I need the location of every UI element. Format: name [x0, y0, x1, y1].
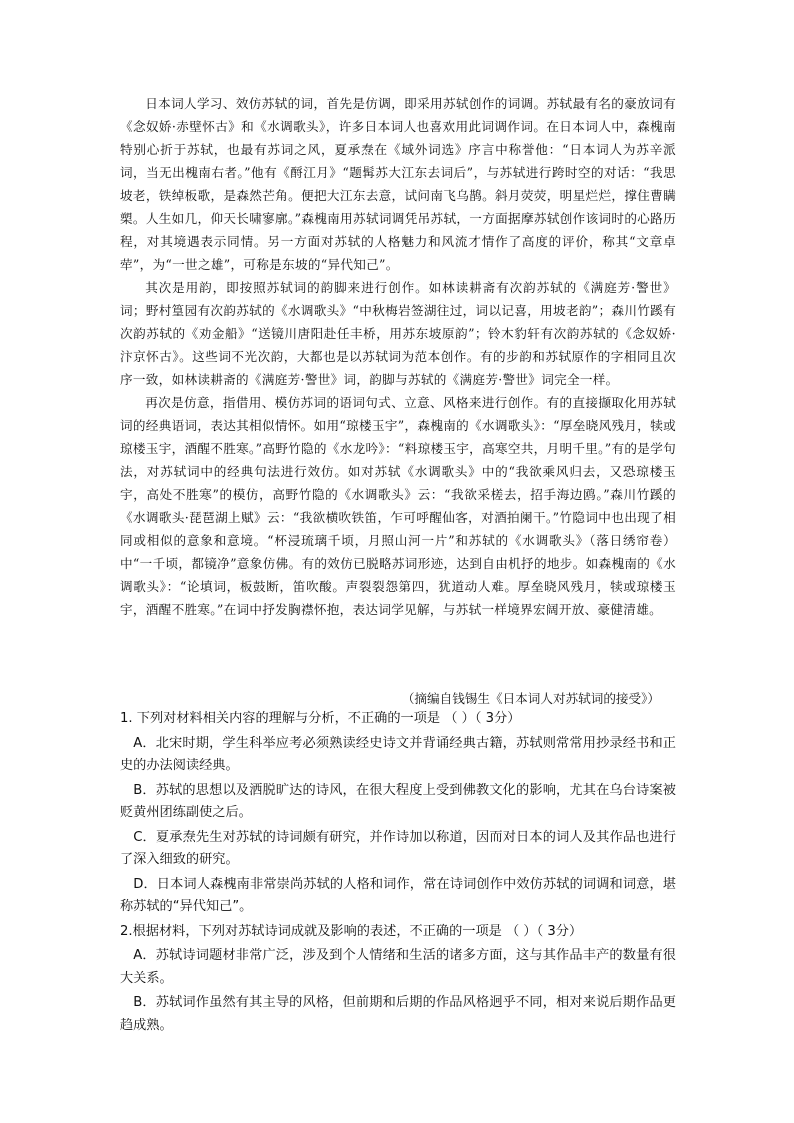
option-c: C．夏承焘先生对苏轼的诗词颇有研究，并作诗加以称道，因而对日本的词人及其作品也进行了深入细致的研究。	[120, 829, 676, 867]
passage-paragraph-1: 日本词人学习、效仿苏轼的词，首先是仿调，即采用苏轼创作的词调。苏轼最有名的豪放词有《念奴娇·赤壁怀古》和《水调歌头》，许多日本词人也喜欢用此词调作词。在日本词人中，森槐南特别心折于苏轼，也最有苏词之风，夏承焘在《域外词选》序言中称誉他：“日本词人为苏辛派词，当无出槐南右者。”他有《酹江月》“题髯苏大江东去词后”，与苏轼进行跨时空的对话：“我思坡老，铁绰板歌，是森然芒角。便把大江东去意，试问南飞乌鹊。斜月荧荧，明星烂烂，撑住曹瞒槊。人生如几，仰天长啸寥廓。”森槐南用苏轼词调凭吊苏轼，一方面据摩苏轼创作该词时的心路历程，对其境遇表示同情。另一方面对苏轼的人格魅力和风流才情作了高度的评价，称其“文章卓荦”，为“一世之雄”，可称是东坡的“异代知己”。	[120, 96, 676, 272]
option-b: B．苏轼的思想以及洒脱旷达的诗风，在很大程度上受到佛教文化的影响，尤其在乌台诗案被贬黄州团练副使之后。	[120, 782, 676, 820]
question-1	[120, 708, 676, 919]
passage-paragraph-3: 再次是仿意，指借用、模仿苏词的语词句式、立意、风格来进行创作。有的直接撷取化用苏轼词的经典语词，表达其相似情怀。如用“琼楼玉宇”，森槐南的《水调歌头》：“厚垒晓风残月，犊或琼楼玉宇，酒醒不胜寒。”高野竹隐的《水龙吟》：“料琼楼玉宇，高寒空共，月明千里。”有的是学句法，对苏轼词中的经典句法进行效仿。如对苏轼《水调歌头》中的“我欲乘风归去，又恐琼楼玉宇，高处不胜寒”的模仿，高野竹隐的《水调歌头》云：“我欲采槎去，招手海边鸥。”森川竹蹊的《水调歌头·琵琶湖上赋》云：“我欲横吹铁笛，乍可呼醒仙客，对酒拍阑干。”竹隐词中也出现了相同或相似的意象和意境。“杯浸琉璃千顷，月照山河一片”和苏轼的《水调歌头》（落日绣帘卷）中“一千顷，都镜净”意象仿佛。有的效仿已脱略苏词形迹，达到自由机抒的地步。如森槐南的《水调歌头》：“论填词，板鼓断，笛吹酸。声裂裂怨第四，犹道动人难。厚垒晓风残月，犊或琼楼玉宇，酒醒不胜寒。”在词中抒发胸襟怀抱，表达词学见解，与苏轼一样境界宏阔开放、豪健清雄。	[120, 395, 676, 617]
question-stem: 2.根据材料，下列对苏轼诗词成就及影响的表述，不正确的一项是 （ ）（ 3分）	[120, 923, 583, 939]
passage-source: （摘编自钱锡生《日本词人对苏轼词的接受》）	[401, 691, 660, 706]
passage-paragraph-2: 其次是用韵，即按照苏轼词的韵脚来进行创作。如林读耕斋有次韵苏轼的《满庭芳·警世》词；野村篁园有次韵苏轼的《水调歌头》“中秋梅岩签湖往过，词以记喜，用坡老韵”；森川竹蹊有次韵苏轼的《劝金船》“送镜川唐阳赴任丰桥，用苏东坡原韵”；铃木豹轩有次韵苏轼的《念奴娇·汴京怀古》。这些词不光次韵，大都也是以苏轼词为范本创作。有的步韵和苏轼原作的字相同且次序一致，如林读耕斋的《满庭芳·警世》词，韵脚与苏轼的《满庭芳·警世》词完全一样。	[120, 280, 676, 387]
option-d: D．日本词人森槐南非常崇尚苏轼的人格和词作，常在诗词创作中效仿苏轼的词调和词意，堪称苏轼的“异代知己”。	[120, 876, 676, 914]
option-a: A．北宋时期，学生科举应考必须熟读经史诗文并背诵经典古籍，苏轼则常常用抄录经书和正史的办法阅读经典。	[120, 735, 676, 773]
option-b: B．苏轼词作虽然有其主导的风格，但前期和后期的作品风格迥乎不同，相对来说后期作品更趋成熟。	[120, 995, 676, 1033]
question-stem: 1. 下列对材料相关内容的理解与分析，不正确的一项是 （ ）（ 3分）	[120, 711, 521, 726]
reading-passage	[120, 92, 676, 621]
question-2	[120, 921, 676, 1038]
question-list	[120, 708, 676, 1039]
option-a: A．苏轼诗词题材非常广泛，涉及到个人情绪和生活的诸多方面，这与其作品丰产的数量有很大关系。	[120, 948, 676, 986]
